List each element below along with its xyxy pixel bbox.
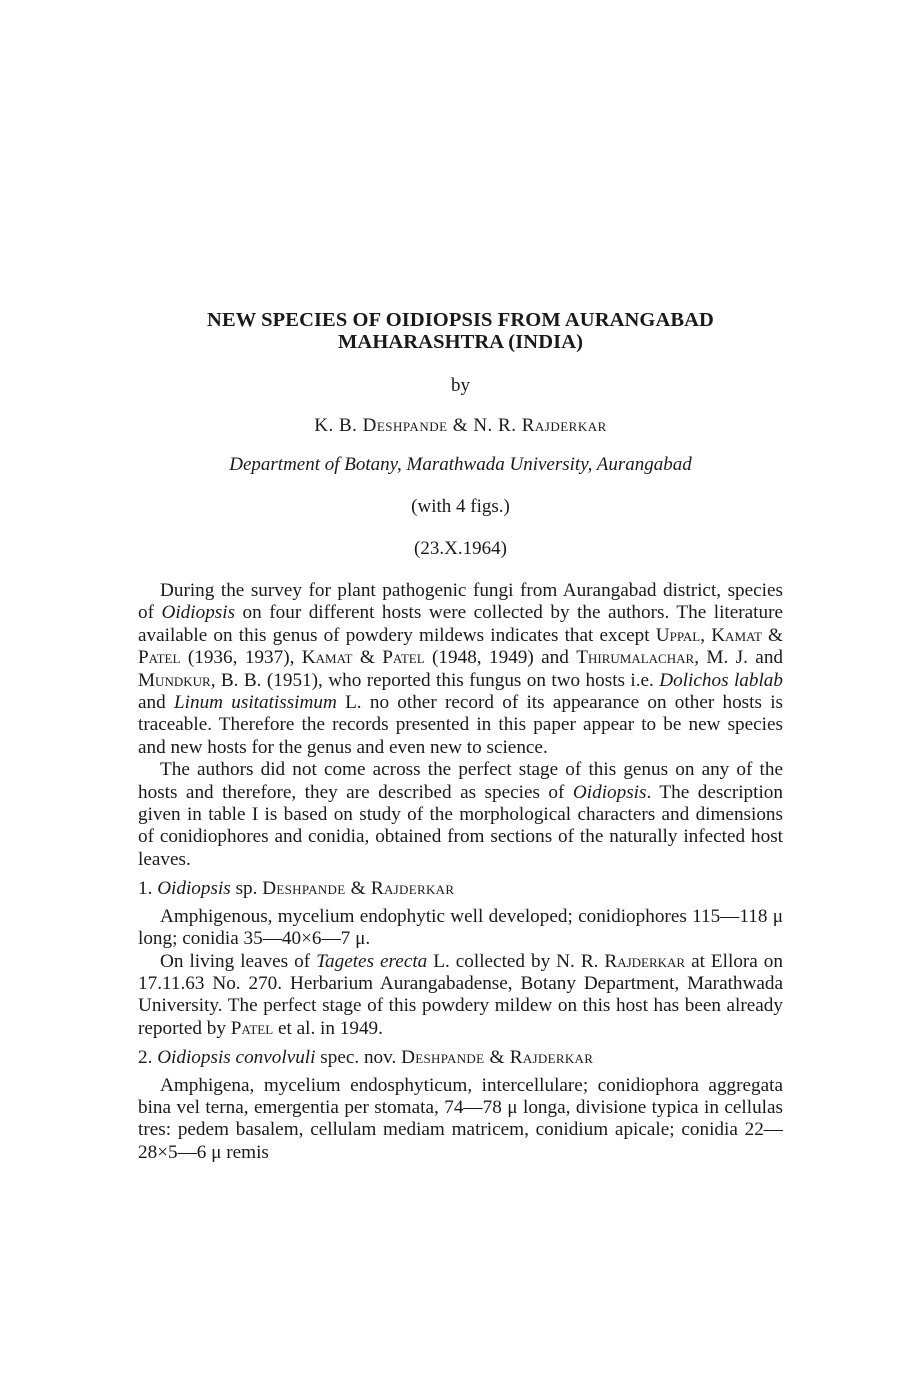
intro-paragraph-2 [138, 759, 783, 871]
species-name: Oidiopsis [157, 878, 231, 900]
citation-author: Kamat & Patel [301, 647, 425, 669]
citation-author: Patel [230, 1017, 274, 1039]
citation-author: Mundkur [138, 669, 211, 691]
host-name: Linum usitatissimum [173, 692, 337, 714]
text-run: on four different hosts were collected by the authors. The literature available on this genus of powdery mildews indicates that except [138, 602, 783, 646]
text-run: , M. J. and [694, 647, 784, 669]
host-name: Tagetes erecta [316, 950, 428, 972]
authors: K. B. Deshpande & N. R. Rajderkar [314, 415, 607, 436]
figures-note: (with 4 figs.) [411, 496, 510, 517]
text-run: L. no other record of its appearance on other hosts is traceable. Therefore the records presented in this paper appear to be new species and new hosts for the genus and even new to science. [138, 692, 783, 758]
text-run: spec. nov. [315, 1047, 402, 1069]
title-line-1: NEW SPECIES OF OIDIOPSIS FROM AURANGABAD [207, 309, 714, 331]
article-page [138, 309, 783, 1164]
text-run: and [138, 692, 174, 714]
text-run: The authors did not come across the perfect stage of this genus on any of the hosts and therefore, they are described as species of [138, 759, 783, 803]
title-line-2: MAHARASHTRA (INDIA) [337, 331, 584, 353]
species-authors: Deshpande & Rajderkar [401, 1047, 594, 1069]
intro-paragraph-1 [138, 580, 783, 759]
text-run: (1936, 1937), [180, 647, 302, 669]
collector-name: Rajderkar [604, 950, 686, 972]
text-run: sp. [230, 878, 263, 900]
species-2-heading [138, 1047, 783, 1069]
species-authors: Deshpande & Rajderkar [262, 878, 455, 900]
text-run: . The description given in table I is based on study of the morphological characters and dimensions of conidiophores and conidia, obtained from sections of the naturally infected host leaves. [138, 781, 783, 870]
text-run: (1948, 1949) and [424, 647, 577, 669]
genus-name: Oidiopsis [161, 602, 236, 624]
text-run: , B. B. (1951), who reported this fungus on two hosts i.e. [210, 669, 660, 691]
species-2-description: Amphigena, mycelium endosphyticum, intercellulare; conidiophora aggregata bina vel terna, emergentia per stomata, 74—78 μ longa, divisione typica in cellulas tres: pedem basalem, cellulam mediam matricem, conidium apicale; conidia 22—28×5—6 μ remis [138, 1074, 783, 1163]
text-run: et al. in 1949. [273, 1017, 383, 1039]
section-number: 1. [138, 878, 158, 900]
species-1-description: Amphigenous, mycelium endophytic well developed; conidiophores 115—118 μ long; conidia 35—40×6—7 μ. [138, 905, 783, 950]
text-run: During the survey for plant pathogenic fungi from Aurangabad district, species of [138, 580, 783, 624]
section-number: 2. [138, 1047, 158, 1069]
by-line: by [451, 375, 470, 396]
citation-author: Uppal, Kamat & Patel [138, 624, 783, 669]
text-run: at Ellora on 17.11.63 No. 270. Herbarium Aurangabadense, Botany Department, Marathwada University. The perfect stage of this powdery mildew on this host has been already reported by [138, 950, 783, 1039]
text-run: On living leaves of [160, 950, 317, 972]
species-name: Oidiopsis convolvuli [157, 1047, 316, 1069]
species-1-heading [138, 878, 783, 900]
text-run: L. collected by N. R. [427, 950, 605, 972]
host-name: Dolichos lablab [659, 669, 783, 691]
genus-name: Oidiopsis [572, 781, 647, 803]
department: Department of Botany, Marathwada University, Aurangabad [229, 454, 692, 475]
species-1-collection [138, 951, 783, 1041]
received-date: (23.X.1964) [414, 538, 507, 559]
citation-author: Thirumalachar [576, 647, 695, 669]
article-title [138, 309, 783, 353]
